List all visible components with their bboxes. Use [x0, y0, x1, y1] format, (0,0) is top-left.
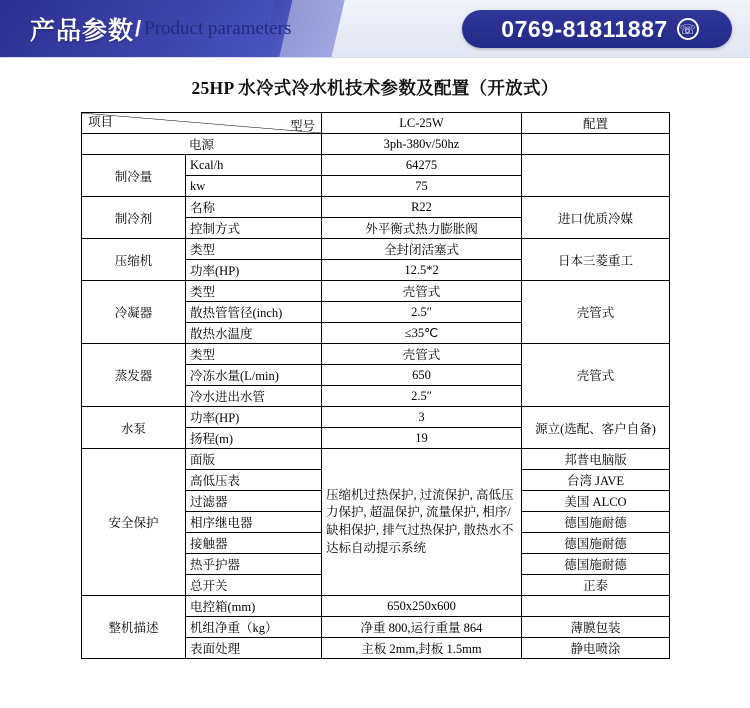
- spec-table-body: [82, 113, 670, 659]
- row-item-label: Kcal/h: [186, 155, 322, 176]
- row-group-label: 压缩机: [82, 239, 186, 281]
- row-value: 3ph-380v/50hz: [322, 134, 522, 155]
- row-item-label: 总开关: [186, 575, 322, 596]
- row-item-label: 相序继电器: [186, 512, 322, 533]
- row-config: 薄膜包装: [522, 617, 670, 638]
- row-group-label: 制冷剂: [82, 197, 186, 239]
- row-item-label: 电控箱(mm): [186, 596, 322, 617]
- banner-title-en: Product parameters: [144, 18, 292, 39]
- row-item-label: 散热管管径(inch): [186, 302, 322, 323]
- table-header-row: [82, 113, 670, 134]
- row-value: 19: [322, 428, 522, 449]
- table-row: [82, 449, 670, 470]
- row-value: 2.5″: [322, 302, 522, 323]
- banner-title-cn: 产品参数: [30, 17, 135, 45]
- row-config: 进口优质冷媒: [522, 197, 670, 239]
- row-value: 12.5*2: [322, 260, 522, 281]
- row-item-label: kw: [186, 176, 322, 197]
- row-group-label: 蒸发器: [82, 344, 186, 407]
- row-item-label: 面版: [186, 449, 322, 470]
- row-config: 正泰: [522, 575, 670, 596]
- row-item-label: 冷水进出水管: [186, 386, 322, 407]
- table-row: [82, 407, 670, 428]
- row-config: 壳管式: [522, 344, 670, 407]
- row-value: 650x250x600: [322, 596, 522, 617]
- phone-icon: ☏: [677, 18, 699, 40]
- row-item-label: 功率(HP): [186, 260, 322, 281]
- row-item-label: 名称: [186, 197, 322, 218]
- table-row: [82, 596, 670, 617]
- header-diagonal-cell: [82, 113, 322, 134]
- row-value: 3: [322, 407, 522, 428]
- row-value: ≤35℃: [322, 323, 522, 344]
- row-item-label: 表面处理: [186, 638, 322, 659]
- row-value: 64275: [322, 155, 522, 176]
- row-config: 德国施耐德: [522, 512, 670, 533]
- diagonal-divider-line: [82, 113, 321, 133]
- row-item-label: 类型: [186, 344, 322, 365]
- row-config: 美国 ALCO: [522, 491, 670, 512]
- row-value: 主板 2mm,封板 1.5mm: [322, 638, 522, 659]
- table-row: [82, 281, 670, 302]
- row-group-label: 安全保护: [82, 449, 186, 596]
- row-value: 净重 800,运行重量 864: [322, 617, 522, 638]
- phone-number: 0769-81811887: [501, 15, 668, 42]
- table-row: [82, 239, 670, 260]
- table-row: [82, 344, 670, 365]
- row-label: 电源: [82, 134, 322, 155]
- row-item-label: 功率(HP): [186, 407, 322, 428]
- row-item-label: 控制方式: [186, 218, 322, 239]
- row-value: 壳管式: [322, 281, 522, 302]
- banner-title-group: [0, 0, 291, 58]
- row-config: 德国施耐德: [522, 533, 670, 554]
- row-config: 静电喷涂: [522, 638, 670, 659]
- row-item-label: 类型: [186, 281, 322, 302]
- row-config: 壳管式: [522, 281, 670, 344]
- table-row: [82, 134, 670, 155]
- row-value: 全封闭活塞式: [322, 239, 522, 260]
- row-item-label: 过滤器: [186, 491, 322, 512]
- row-item-label: 散热水温度: [186, 323, 322, 344]
- row-item-label: 扬程(m): [186, 428, 322, 449]
- phone-badge[interactable]: [462, 10, 732, 48]
- row-value: 650: [322, 365, 522, 386]
- header-model-value: LC-25W: [322, 113, 522, 134]
- table-row: [82, 155, 670, 176]
- row-item-label: 类型: [186, 239, 322, 260]
- header-model-label: 型号: [289, 119, 315, 133]
- row-value: R22: [322, 197, 522, 218]
- row-item-label: 热乎护器: [186, 554, 322, 575]
- row-config: 源立(选配、客户自备): [522, 407, 670, 449]
- spec-table: [81, 112, 670, 659]
- page-header-banner: [0, 0, 750, 58]
- row-group-label: 冷凝器: [82, 281, 186, 344]
- row-group-label: 整机描述: [82, 596, 186, 659]
- page-title: 25HP 水冷式冷水机技术参数及配置（开放式）: [191, 78, 559, 98]
- safety-description: 压缩机过热保护, 过流保护, 高低压力保护, 超温保护, 流量保护, 相序/缺相保护, 排气过热保护, 散热水不达标自动提示系统: [322, 449, 522, 596]
- row-value: 2.5″: [322, 386, 522, 407]
- row-config: [522, 134, 670, 155]
- banner-title-separator: /: [135, 16, 142, 41]
- table-row: [82, 197, 670, 218]
- row-item-label: 机组净重（kg）: [186, 617, 322, 638]
- row-item-label: 高低压表: [186, 470, 322, 491]
- row-item-label: 接触器: [186, 533, 322, 554]
- row-group-label: 水泵: [82, 407, 186, 449]
- row-value: 壳管式: [322, 344, 522, 365]
- row-config: 日本三菱重工: [522, 239, 670, 281]
- header-config-label: 配置: [522, 113, 670, 134]
- row-value: 75: [322, 176, 522, 197]
- row-config: 德国施耐德: [522, 554, 670, 575]
- row-config: 邦普电脑版: [522, 449, 670, 470]
- spec-table-wrapper: [81, 112, 669, 659]
- row-group-label: 制冷量: [82, 155, 186, 197]
- row-config: [522, 155, 670, 197]
- row-item-label: 冷冻水量(L/min): [186, 365, 322, 386]
- row-value: 外平衡式热力膨胀阀: [322, 218, 522, 239]
- row-config: 台湾 JAVE: [522, 470, 670, 491]
- header-project-label: 项目: [88, 115, 114, 129]
- row-config: [522, 596, 670, 617]
